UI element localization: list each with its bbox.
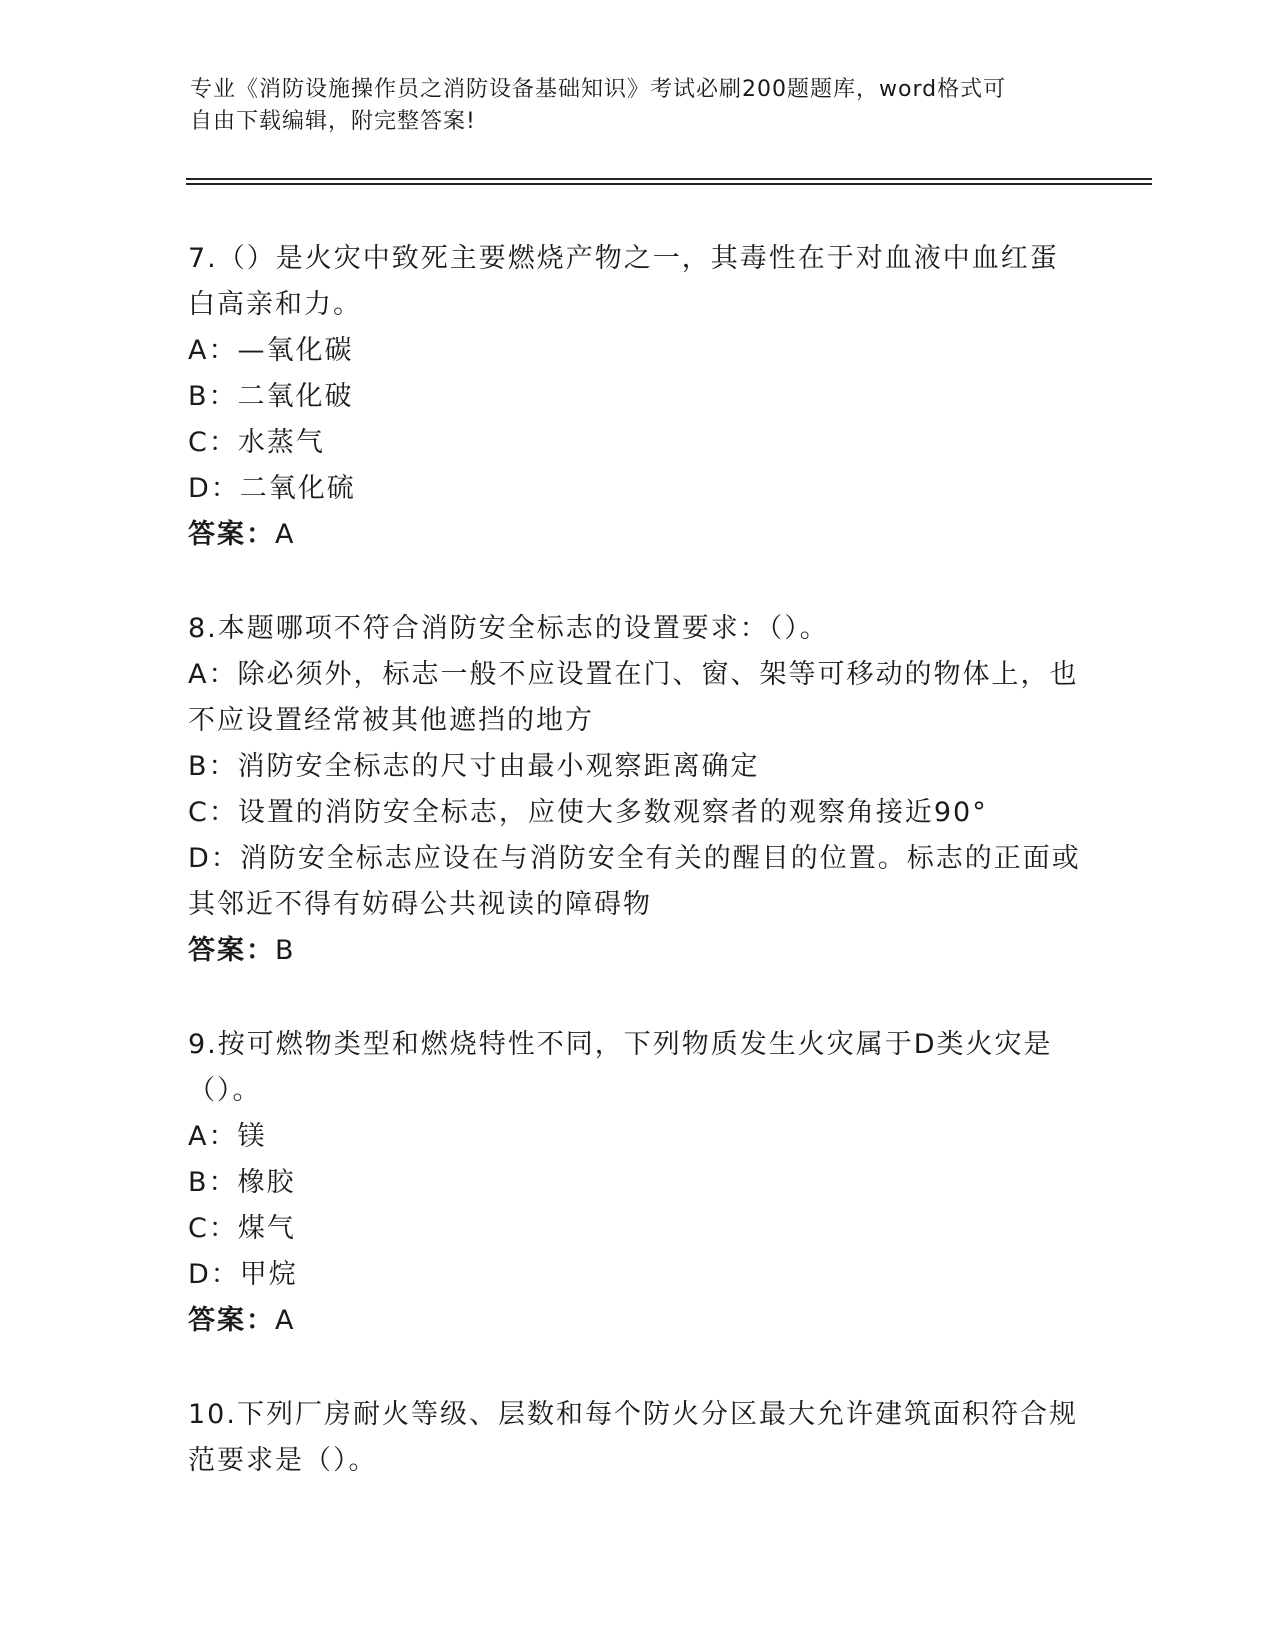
option-b: B：二氧化破 bbox=[188, 381, 354, 412]
option-a: A：除必须外，标志一般不应设置在门、窗、架等可移动的物体上，也 bbox=[188, 659, 1079, 690]
answer-label: 答案： bbox=[188, 935, 275, 966]
option-a-continued: 不应设置经常被其他遮挡的地方 bbox=[188, 705, 594, 736]
header-line-2: 自由下载编辑，附完整答案! bbox=[190, 109, 476, 134]
question-stem: 7.（）是火灾中致死主要燃烧产物之一，其毒性在于对血液中血红蛋 bbox=[188, 243, 1059, 274]
question-stem: （）。 bbox=[188, 1075, 262, 1106]
answer-label: 答案： bbox=[188, 1305, 275, 1336]
answer-line bbox=[188, 512, 1088, 558]
question-7 bbox=[188, 236, 1088, 558]
option-d: D：二氧化硫 bbox=[188, 473, 356, 504]
question-9 bbox=[188, 1022, 1088, 1344]
question-stem: 8.本题哪项不符合消防安全标志的设置要求：（）。 bbox=[188, 613, 829, 644]
answer-value: B bbox=[275, 935, 296, 966]
answer-value: A bbox=[275, 1305, 296, 1336]
header-divider-top bbox=[186, 178, 1152, 180]
header-line-1: 专业《消防设施操作员之消防设备基础知识》考试必刷200题题库，word格式可 bbox=[190, 77, 1007, 102]
option-c: C：水蒸气 bbox=[188, 427, 325, 458]
option-a: A：镁 bbox=[188, 1121, 267, 1152]
answer-line bbox=[188, 1298, 1088, 1344]
header-divider-bottom bbox=[186, 183, 1152, 185]
question-stem: 10.下列厂房耐火等级、层数和每个防火分区最大允许建筑面积符合规 bbox=[188, 1399, 1078, 1430]
option-b: B：消防安全标志的尺寸由最小观察距离确定 bbox=[188, 751, 760, 782]
question-8 bbox=[188, 606, 1088, 974]
option-a: A：—氧化碳 bbox=[188, 335, 354, 366]
option-b: B：橡胶 bbox=[188, 1167, 296, 1198]
question-stem: 9.按可燃物类型和燃烧特性不同，下列物质发生火灾属于D类火灾是 bbox=[188, 1029, 1053, 1060]
question-list bbox=[188, 236, 1088, 1484]
answer-label: 答案： bbox=[188, 519, 275, 550]
question-stem: 白高亲和力。 bbox=[188, 289, 362, 320]
question-stem: 范要求是（）。 bbox=[188, 1445, 378, 1476]
question-10 bbox=[188, 1392, 1088, 1484]
answer-value: A bbox=[275, 519, 296, 550]
option-d: D：消防安全标志应设在与消防安全有关的醒目的位置。标志的正面或 bbox=[188, 843, 1081, 874]
option-c: C：设置的消防安全标志，应使大多数观察者的观察角接近90° bbox=[188, 797, 988, 828]
option-d-continued: 其邻近不得有妨碍公共视读的障碍物 bbox=[188, 889, 652, 920]
option-d: D：甲烷 bbox=[188, 1259, 298, 1290]
answer-line bbox=[188, 928, 1088, 974]
option-c: C：煤气 bbox=[188, 1213, 296, 1244]
document-header bbox=[190, 74, 1090, 138]
